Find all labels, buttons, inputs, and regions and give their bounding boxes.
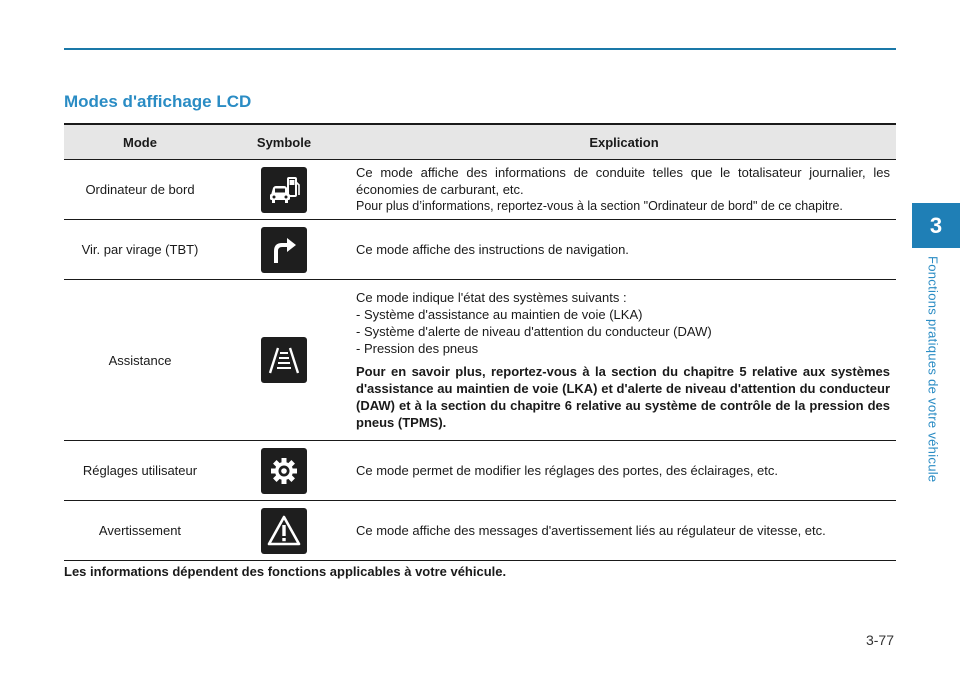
explanation-cell xyxy=(352,160,896,220)
lane-assist-icon xyxy=(261,337,307,383)
explanation-text: - Pression des pneus xyxy=(356,341,479,356)
page-number: 3-77 xyxy=(865,632,894,648)
table-row xyxy=(64,160,896,220)
warning-triangle-icon xyxy=(261,508,307,554)
symbol-cell xyxy=(216,220,352,280)
footnote: Les informations dépendent des fonctions applicables à votre véhicule. xyxy=(64,564,507,579)
mode-cell: Vir. par virage (TBT) xyxy=(64,220,216,280)
explanation-text: Ce mode affiche des messages d'avertissement liés au régulateur de vitesse, etc. xyxy=(356,523,826,538)
header-mode: Mode xyxy=(64,124,216,160)
table-row xyxy=(64,441,896,501)
explanation-text: Ce mode affiche des instructions de navigation. xyxy=(356,242,629,257)
explanation-text: Ce mode permet de modifier les réglages des portes, des éclairages, etc. xyxy=(356,463,778,478)
mode-cell: Avertissement xyxy=(64,501,216,561)
explanation-text: Pour plus d’informations, reportez-vous à la section "Ordinateur de bord" de ce chapitre. xyxy=(356,199,843,213)
table-header-row xyxy=(64,124,896,160)
lcd-modes-table xyxy=(64,123,896,561)
mode-cell: Réglages utilisateur xyxy=(64,441,216,501)
explanation-cell xyxy=(352,220,896,280)
table-row xyxy=(64,501,896,561)
symbol-cell xyxy=(216,160,352,220)
explanation-text: - Système d'assistance au maintien de voie (LKA) xyxy=(356,307,643,322)
car-fuel-pump-icon xyxy=(261,167,307,213)
top-rule xyxy=(64,48,896,50)
explanation-text: Ce mode indique l'état des systèmes suivants : xyxy=(356,290,627,305)
chapter-tab: 3 xyxy=(912,203,960,248)
symbol-cell xyxy=(216,280,352,441)
header-explanation: Explication xyxy=(352,124,896,160)
mode-cell: Ordinateur de bord xyxy=(64,160,216,220)
explanation-cell xyxy=(352,280,896,441)
explanation-text: Ce mode affiche des informations de conduite telles que le totalisateur journalier, les économies de carburant, etc. xyxy=(356,165,890,197)
explanation-text: - Système d'alerte de niveau d'attention du conducteur (DAW) xyxy=(356,324,712,339)
chapter-title: Fonctions pratiques de votre véhicule xyxy=(925,256,941,483)
table-row xyxy=(64,220,896,280)
section-title: Modes d'affichage LCD xyxy=(64,92,252,111)
symbol-cell xyxy=(216,441,352,501)
mode-cell: Assistance xyxy=(64,280,216,441)
explanation-cell xyxy=(352,441,896,501)
explanation-cell xyxy=(352,501,896,561)
turn-right-arrow-icon xyxy=(261,227,307,273)
header-symbol: Symbole xyxy=(216,124,352,160)
symbol-cell xyxy=(216,501,352,561)
gear-icon xyxy=(261,448,307,494)
explanation-bold-note: Pour en savoir plus, reportez-vous à la section du chapitre 5 relative aux systèmes d'assistance au maintien de voie (LKA) et d'alerte de niveau d'attention du conducteur (DAW) et à la section du chapitre 6 relative au système de contrôle de la pression des pneus (TPMS). xyxy=(356,364,890,430)
table-row xyxy=(64,280,896,441)
